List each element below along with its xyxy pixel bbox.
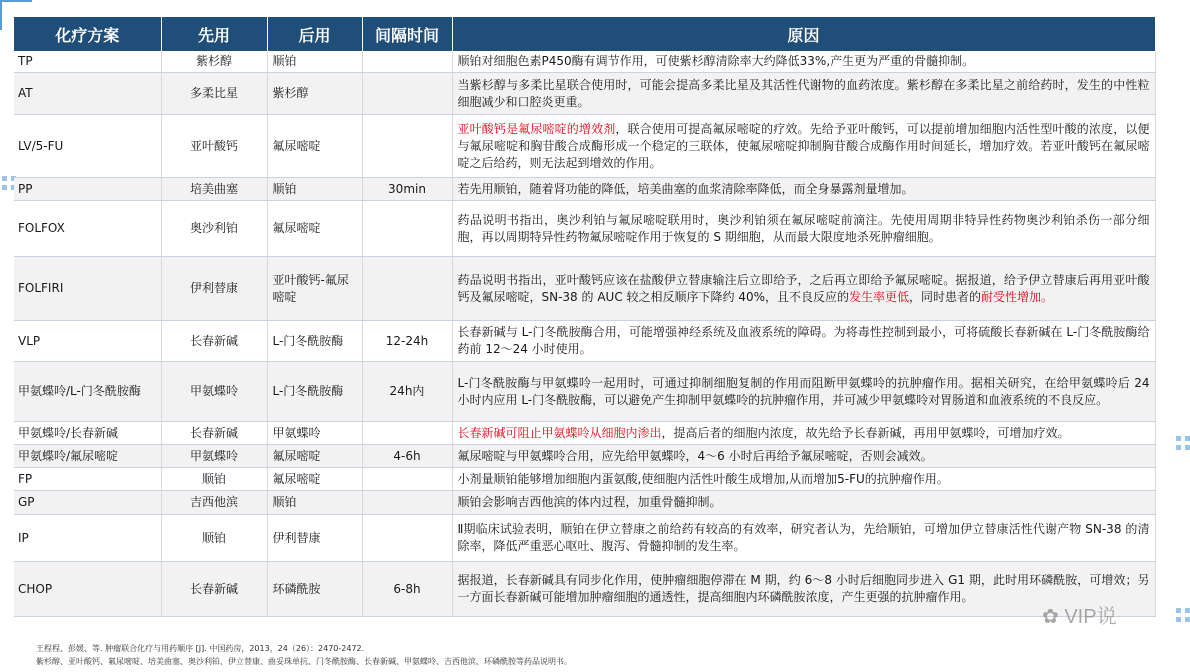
highlighted-text: 亚叶酸钙是氟尿嘧啶的增效剂 bbox=[457, 121, 616, 136]
table-row bbox=[14, 562, 1155, 617]
table-row bbox=[14, 491, 1155, 515]
reason-text: 若先用顺铂，随着肾功能的降低，培美曲塞的血浆清除率降低，而全身暴露剂量增加。 bbox=[457, 181, 914, 196]
cell-first-drug: 奥沙利铂 bbox=[161, 201, 267, 257]
cell-interval bbox=[362, 468, 452, 491]
cell-reason bbox=[452, 445, 1155, 468]
cell-regimen: AT bbox=[14, 73, 161, 115]
reason-text: 顺铂会影响吉西他滨的体内过程，加重骨髓抑制。 bbox=[457, 495, 722, 509]
table-row bbox=[14, 115, 1155, 178]
highlighted-text: 发生率更低 bbox=[849, 289, 910, 304]
cell-interval: 30min bbox=[362, 178, 452, 201]
cell-first-drug: 甲氨蝶呤 bbox=[161, 445, 267, 468]
decorative-dots-right bbox=[1176, 436, 1190, 450]
cell-after-drug: 亚叶酸钙-氟尿嘧啶 bbox=[267, 257, 362, 321]
watermark-text: VIP说 bbox=[1064, 606, 1117, 628]
cell-first-drug: 长春新碱 bbox=[161, 562, 267, 617]
table-header-row bbox=[14, 17, 1155, 51]
table-row bbox=[14, 445, 1155, 468]
cell-interval bbox=[362, 515, 452, 562]
cell-after-drug: 氟尿嘧啶 bbox=[267, 115, 362, 178]
table-row bbox=[14, 257, 1155, 321]
cell-reason bbox=[452, 51, 1155, 73]
cell-first-drug: 甲氨蝶呤 bbox=[161, 362, 267, 422]
cell-reason bbox=[452, 362, 1155, 422]
header-interval: 间隔时间 bbox=[362, 17, 452, 51]
cell-after-drug: 顺铂 bbox=[267, 491, 362, 515]
reason-text: 据报道，长春新碱具有同步化作用，使肿瘤细胞停滞在 M 期，约 6～8 小时后细胞同步进入 G1 期，此时用环磷酰胺，可增效；另一方面长春新碱可能增加肿瘤细胞的通透性，提高细胞内环磷酰胺浓度，产生更强的抗肿瘤作用。 bbox=[457, 573, 1150, 604]
reason-text: ，提高后者的细胞内浓度，故先给予长春新碱，再用甲氨蝶呤，可增加疗效。 bbox=[661, 425, 1070, 440]
decorative-dots-right-lower bbox=[1176, 608, 1190, 622]
cell-reason bbox=[452, 321, 1155, 362]
cell-regimen: VLP bbox=[14, 321, 161, 362]
reason-text: 长春新碱与 L-门冬酰胺酶合用，可能增强神经系统及血液系统的障碍。为将毒性控制到最小，可将硫酸长春新碱在 L-门冬酰胺酶给药前 12～24 小时使用。 bbox=[457, 325, 1150, 356]
cell-interval bbox=[362, 257, 452, 321]
cell-interval bbox=[362, 422, 452, 445]
cell-regimen: 甲氨蝶呤/氟尿嘧啶 bbox=[14, 445, 161, 468]
cell-interval: 24h内 bbox=[362, 362, 452, 422]
reason-text: 药品说明书指出，奥沙利铂与氟尿嘧啶联用时，奥沙利铂须在氟尿嘧啶前滴注。先使用周期非特异性药物奥沙利铂杀伤一部分细胞，再以周期特异性药物氟尿嘧啶作用于恢复的 S 期细胞，从而最大限度地杀死肿瘤细胞。 bbox=[457, 212, 1150, 244]
cell-reason bbox=[452, 178, 1155, 201]
highlighted-text: 长春新碱可阻止甲氨蝶呤从细胞内渗出 bbox=[457, 425, 662, 440]
cell-regimen: 甲氨蝶呤/长春新碱 bbox=[14, 422, 161, 445]
reason-text: ，联合使用可提高氟尿嘧啶的疗效。先给予亚叶酸钙，可以提前增加细胞内活性型叶酸的浓度，以便与氟尿嘧啶和胸苷酸合成酶形成一个稳定的三联体，使氟尿嘧啶抑制胸苷酸合成酶作用时间延长，增加疗效。若亚叶酸钙在氟尿嘧啶之后给药，则无法起到增效的作用。 bbox=[457, 121, 1150, 170]
table-row bbox=[14, 362, 1155, 422]
cell-regimen: TP bbox=[14, 51, 161, 73]
table-row bbox=[14, 51, 1155, 73]
cell-regimen: PP bbox=[14, 178, 161, 201]
header-first: 先用 bbox=[161, 17, 267, 51]
cell-after-drug: 紫杉醇 bbox=[267, 73, 362, 115]
cell-interval: 12-24h bbox=[362, 321, 452, 362]
cell-regimen: FOLFOX bbox=[14, 201, 161, 257]
table-row bbox=[14, 515, 1155, 562]
cell-after-drug: L-门冬酰胺酶 bbox=[267, 362, 362, 422]
cell-reason bbox=[452, 201, 1155, 257]
cell-after-drug: 伊利替康 bbox=[267, 515, 362, 562]
highlighted-text: 耐受性增加。 bbox=[981, 289, 1054, 304]
table-row bbox=[14, 178, 1155, 201]
reason-text: 当紫杉醇与多柔比星联合使用时，可能会提高多柔比星及其活性代谢物的血药浓度。紫杉醇在多柔比星之前给药时，发生的中性粒细胞减少和口腔炎更重。 bbox=[457, 77, 1150, 109]
cell-regimen: FP bbox=[14, 468, 161, 491]
regimen-sequence-table bbox=[14, 17, 1156, 617]
cell-interval bbox=[362, 115, 452, 178]
cell-after-drug: 环磷酰胺 bbox=[267, 562, 362, 617]
header-after: 后用 bbox=[267, 17, 362, 51]
cell-interval bbox=[362, 51, 452, 73]
header-reason: 原因 bbox=[452, 17, 1155, 51]
cell-interval bbox=[362, 201, 452, 257]
cell-reason bbox=[452, 73, 1155, 115]
cell-first-drug: 亚叶酸钙 bbox=[161, 115, 267, 178]
table-body bbox=[14, 51, 1155, 617]
cell-regimen: IP bbox=[14, 515, 161, 562]
cell-regimen: CHOP bbox=[14, 562, 161, 617]
cell-after-drug: 氟尿嘧啶 bbox=[267, 445, 362, 468]
cell-reason bbox=[452, 515, 1155, 562]
reason-text: L-门冬酰胺酶与甲氨蝶呤一起用时，可通过抑制细胞复制的作用而阻断甲氨蝶呤的抗肿瘤作用。据相关研究，在给甲氨蝶呤后 24 小时内应用 L-门冬酰胺酶，可以避免产生抑制甲氨蝶呤的抗肿瘤作用，并可减少甲氨蝶呤对胃肠道和血液系统的不良反应。 bbox=[457, 375, 1150, 407]
cell-first-drug: 培美曲塞 bbox=[161, 178, 267, 201]
cell-first-drug: 多柔比星 bbox=[161, 73, 267, 115]
cell-regimen: FOLFIRI bbox=[14, 257, 161, 321]
reference-line-2: 紫杉醇、亚叶酸钙、氟尿嘧啶、培美曲塞、奥沙利铂、伊立替康、曲妥珠单抗、门冬酰胺酶、长春新碱、甲氨蝶呤、吉西他滨、环磷酰胺等药品说明书。 bbox=[36, 657, 572, 666]
cell-first-drug: 长春新碱 bbox=[161, 422, 267, 445]
cell-regimen: GP bbox=[14, 491, 161, 515]
cell-after-drug: 氟尿嘧啶 bbox=[267, 468, 362, 491]
cell-first-drug: 长春新碱 bbox=[161, 321, 267, 362]
wechat-icon: ✿ bbox=[1042, 606, 1059, 628]
cell-first-drug: 伊利替康 bbox=[161, 257, 267, 321]
reason-text: Ⅱ期临床试验表明，顺铂在伊立替康之前给药有较高的有效率，研究者认为，先给顺铂，可增加伊立替康活性代谢产物 SN-38 的清除率，降低严重恶心呕吐、腹泻、骨髓抑制的发生率。 bbox=[457, 522, 1150, 553]
reason-text: 药品说明书指出，亚叶酸钙应该在盐酸伊立替康输注后立即给予，之后再立即给予氟尿嘧啶。据报道，给予伊立替康后再用亚叶酸钙及氟尿嘧啶，SN-38 的 AUC 较之相反顺序下降约 40%，且不良反应的 bbox=[457, 272, 1150, 304]
reason-text: 小剂量顺铂能够增加细胞内蛋氨酸,使细胞内活性叶酸生成增加,从而增加5-FU的抗肿瘤作用。 bbox=[457, 471, 949, 486]
cell-regimen: 甲氨蝶呤/L-门冬酰胺酶 bbox=[14, 362, 161, 422]
cell-first-drug: 紫杉醇 bbox=[161, 51, 267, 73]
reason-text: ，同时患者的 bbox=[909, 289, 982, 304]
table-row bbox=[14, 321, 1155, 362]
cell-after-drug: 顺铂 bbox=[267, 178, 362, 201]
table-row bbox=[14, 422, 1155, 445]
table-row bbox=[14, 468, 1155, 491]
reason-text: 氟尿嘧啶与甲氨蝶呤合用，应先给甲氨蝶呤，4～6 小时后再给予氟尿嘧啶，否则会减效。 bbox=[457, 448, 933, 463]
cell-reason bbox=[452, 422, 1155, 445]
cell-first-drug: 顺铂 bbox=[161, 515, 267, 562]
cell-reason bbox=[452, 115, 1155, 178]
cell-interval: 4-6h bbox=[362, 445, 452, 468]
cell-first-drug: 吉西他滨 bbox=[161, 491, 267, 515]
table-row bbox=[14, 73, 1155, 115]
cell-after-drug: 甲氨蝶呤 bbox=[267, 422, 362, 445]
cell-reason bbox=[452, 257, 1155, 321]
cell-after-drug: 顺铂 bbox=[267, 51, 362, 73]
header-regimen: 化疗方案 bbox=[14, 17, 161, 51]
cell-interval: 6-8h bbox=[362, 562, 452, 617]
reason-text: 顺铂对细胞色素P450酶有调节作用，可使紫杉醇清除率大约降低33%,产生更为严重的骨髓抑制。 bbox=[457, 54, 975, 68]
table-row bbox=[14, 201, 1155, 257]
cell-after-drug: 氟尿嘧啶 bbox=[267, 201, 362, 257]
references-footer bbox=[36, 642, 572, 668]
cell-interval bbox=[362, 73, 452, 115]
cell-after-drug: L-门冬酰胺酶 bbox=[267, 321, 362, 362]
cell-reason bbox=[452, 468, 1155, 491]
cell-interval bbox=[362, 491, 452, 515]
cell-first-drug: 顺铂 bbox=[161, 468, 267, 491]
watermark-logo bbox=[1042, 600, 1117, 629]
cell-reason bbox=[452, 491, 1155, 515]
reference-line-1: 王程程、彭媛、等. 肿瘤联合化疗与用药顺序 [J]. 中国药房，2013，24（26）：2470-2472. bbox=[36, 644, 365, 653]
cell-regimen: LV/5-FU bbox=[14, 115, 161, 178]
